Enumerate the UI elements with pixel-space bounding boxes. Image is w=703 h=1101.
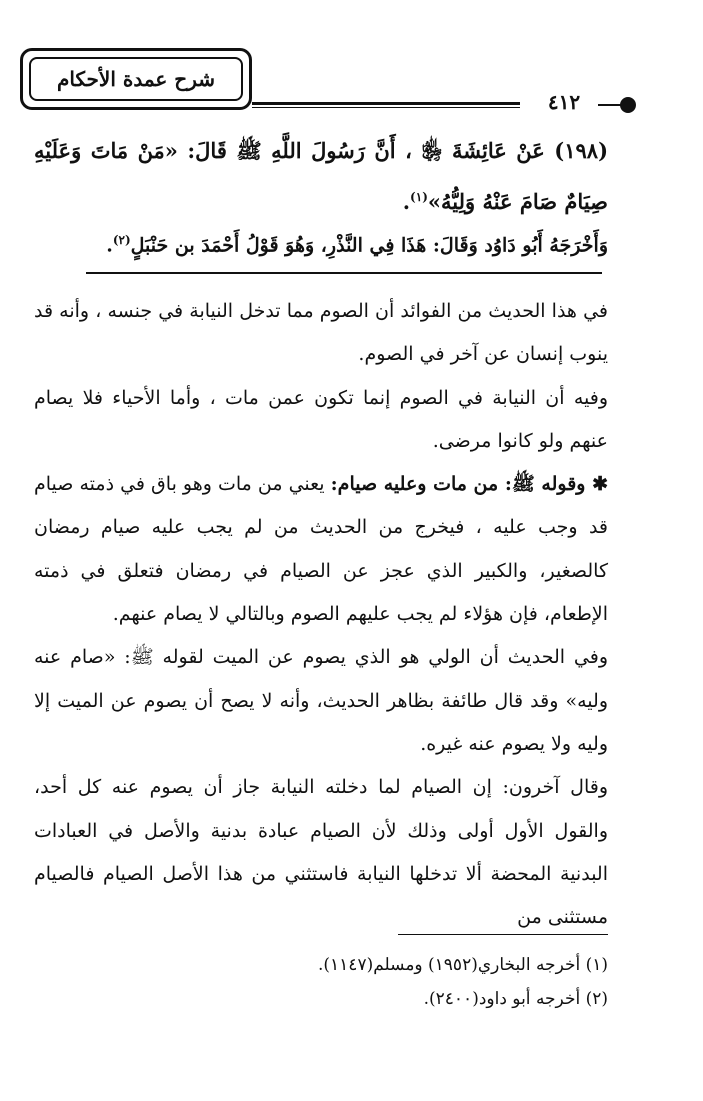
commentary-body bbox=[34, 290, 608, 939]
paragraph-continuation: صيام قد وجب عليه ، فيخرج من الحديث من لم يجب عليه صيام رمضان كالصغير، والكبير الذي عجز عن الصيام في رمضان فتعلق في ذمته الإطعام، فإن هؤلاء لم يجب عليهم الصوم وبالتالي لا يصام عنهم. bbox=[34, 473, 608, 626]
footnote-2: (٢) أخرجه أبو داود(٢٤٠٠). bbox=[423, 989, 608, 1009]
footnote-1: (١) أخرجه البخاري(١٩٥٢) ومسلم(١١٤٧). bbox=[318, 955, 608, 975]
footnote-ref-1: (١) bbox=[410, 190, 428, 204]
paragraph: في هذا الحديث من الفوائد أن الصوم مما تدخل النيابة في جنسه ، وأنه قد ينوب إنسان عن آخر في الصوم. bbox=[34, 300, 608, 366]
footnotes bbox=[34, 948, 608, 1016]
hadith-text: (١٩٨) عَنْ عَائِشَةَ ﵂ ، أَنَّ رَسُولَ اللَّهِ ﷺ قَالَ: «مَنْ مَاتَ وَعَلَيْهِ صِيَامٌ صَامَ عَنْهُ وَلِيُّهُ»$^{(١)}$. bbox=[34, 138, 609, 214]
hadith-source: وَأَخْرَجَهُ أَبُو دَاوُد وَقَالَ: هَذَا فِي النَّذْرِ، وَهُوَ قَوْلُ أَحْمَدَ بن حَنْبَلٍ$^{(٢)}$. bbox=[106, 233, 608, 257]
bullet-dot-icon bbox=[620, 97, 636, 113]
paragraph: وقال آخرون: إن الصيام لما دخلته النيابة جاز أن يصوم عنه كل أحد، والقول الأول أولى وذلك لأن الصيام عبادة بدنية والأصل في العبادات البدنية المحضة ألا تدخلها النيابة فاستثني من هذا الأصل الصيام فالصيام مستثنى من bbox=[34, 776, 608, 929]
paragraph: وفي الحديث أن الولي هو الذي يصوم عن الميت لقوله ﷺ: «صام عنه وليه» وقد قال طائفة بظاهر الحديث، وأنه لا يصح أن يصوم عن الميت إلا وليه ولا يصوم عنه غيره. bbox=[34, 646, 608, 755]
page-number-rule bbox=[598, 104, 622, 106]
section-divider bbox=[86, 272, 602, 274]
footnote-rule bbox=[398, 934, 608, 935]
commentary-lead: وقوله ﷺ: من مات وعليه صيام: bbox=[330, 473, 586, 496]
hadith-body: عَنْ عَائِشَةَ ﵂ ، أَنَّ رَسُولَ اللَّهِ ﷺ قَالَ: «مَنْ مَاتَ وَعَلَيْهِ صِيَامٌ صَامَ عَنْهُ وَلِيُّهُ» bbox=[34, 138, 608, 214]
hadith-source-text: وَأَخْرَجَهُ أَبُو دَاوُد وَقَالَ: هَذَا فِي النَّذْرِ، وَهُوَ قَوْلُ أَحْمَدَ بن حَنْبَلٍ bbox=[130, 234, 608, 257]
header-rule bbox=[252, 102, 520, 108]
paragraph-commentary bbox=[34, 463, 608, 636]
paragraph: وفيه أن النيابة في الصوم إنما تكون عمن مات ، وأما الأحياء فلا يصام عنهم ولو كانوا مرضى. bbox=[34, 386, 608, 452]
asterisk-icon: ✱ bbox=[585, 473, 609, 496]
book-title: شرح عمدة الأحكام bbox=[29, 57, 243, 101]
running-header-frame bbox=[20, 48, 252, 110]
footnote-ref-2: (٢) bbox=[112, 233, 131, 247]
hadith-number: (١٩٨) bbox=[554, 138, 609, 163]
commentary-rest: يعني من مات وهو باق في ذمته bbox=[79, 473, 325, 496]
page-number: ٤١٢ bbox=[547, 90, 581, 114]
